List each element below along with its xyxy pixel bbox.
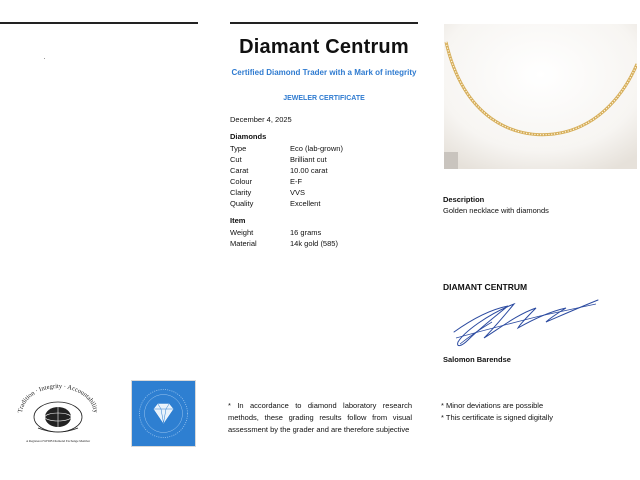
necklace-image <box>444 24 637 169</box>
speck <box>44 58 45 59</box>
diamond-row-clarity <box>230 187 343 198</box>
description-text: Golden necklace with diamonds <box>443 206 549 215</box>
seal-small-text: A Registered WFDB Diamond Exchange Member <box>25 439 91 443</box>
diamond-seal <box>131 380 196 447</box>
row-label: Type <box>230 144 247 153</box>
footnote-digital: * This certificate is signed digitally <box>441 413 553 422</box>
row-value: E-F <box>290 177 303 186</box>
top-rule-center <box>230 22 418 24</box>
row-label: Weight <box>230 228 254 237</box>
necklace-photo <box>444 24 637 169</box>
description-heading: Description <box>443 195 485 204</box>
item-table <box>230 227 338 249</box>
company-subtitle: Certified Diamond Trader with a Mark of integrity <box>231 68 417 77</box>
row-label: Clarity <box>230 188 252 197</box>
item-row-weight <box>230 227 338 238</box>
diamonds-table <box>230 143 343 209</box>
footnotes-right <box>441 400 631 424</box>
row-value: Brilliant cut <box>290 155 327 164</box>
signer-name: Salomon Barendse <box>443 355 511 364</box>
seal-arc-text: Tradition · Integrity · Accountability <box>16 382 99 414</box>
row-label: Quality <box>230 199 254 208</box>
diamonds-heading: Diamonds <box>230 132 267 141</box>
row-label: Carat <box>230 166 249 175</box>
wfdb-seal <box>8 378 108 448</box>
diamond-icon <box>132 381 195 446</box>
row-label: Colour <box>230 177 253 186</box>
row-value: 16 grams <box>290 228 322 237</box>
footnote-left: * In accordance to diamond laboratory research methods, these grading results follow from visual assessment by the grader and are therefore subjective <box>228 401 412 434</box>
diamond-row-carat <box>230 165 343 176</box>
diamond-row-quality <box>230 198 343 209</box>
handwritten-signature <box>448 292 602 354</box>
row-value: Eco (lab-grown) <box>290 144 343 153</box>
row-value: 14k gold (585) <box>290 239 338 248</box>
diamond-row-colour <box>230 176 343 187</box>
company-title: Diamant Centrum <box>239 36 409 58</box>
row-value: VVS <box>290 188 306 197</box>
certificate-date: December 4, 2025 <box>230 115 292 124</box>
row-label: Cut <box>230 155 242 164</box>
row-value: Excellent <box>290 199 321 208</box>
item-heading: Item <box>230 216 246 225</box>
diamond-row-cut <box>230 154 343 165</box>
footnote-deviations: * Minor deviations are possible <box>441 401 544 410</box>
certificate-label: JEWELER CERTIFICATE <box>283 95 365 102</box>
row-label: Material <box>230 239 257 248</box>
top-rule-left <box>0 22 198 24</box>
signature-brand: DIAMANT CENTRUM <box>443 282 528 292</box>
row-value: 10.00 carat <box>290 166 328 175</box>
diamond-row-type <box>230 143 343 154</box>
item-row-material <box>230 238 338 249</box>
